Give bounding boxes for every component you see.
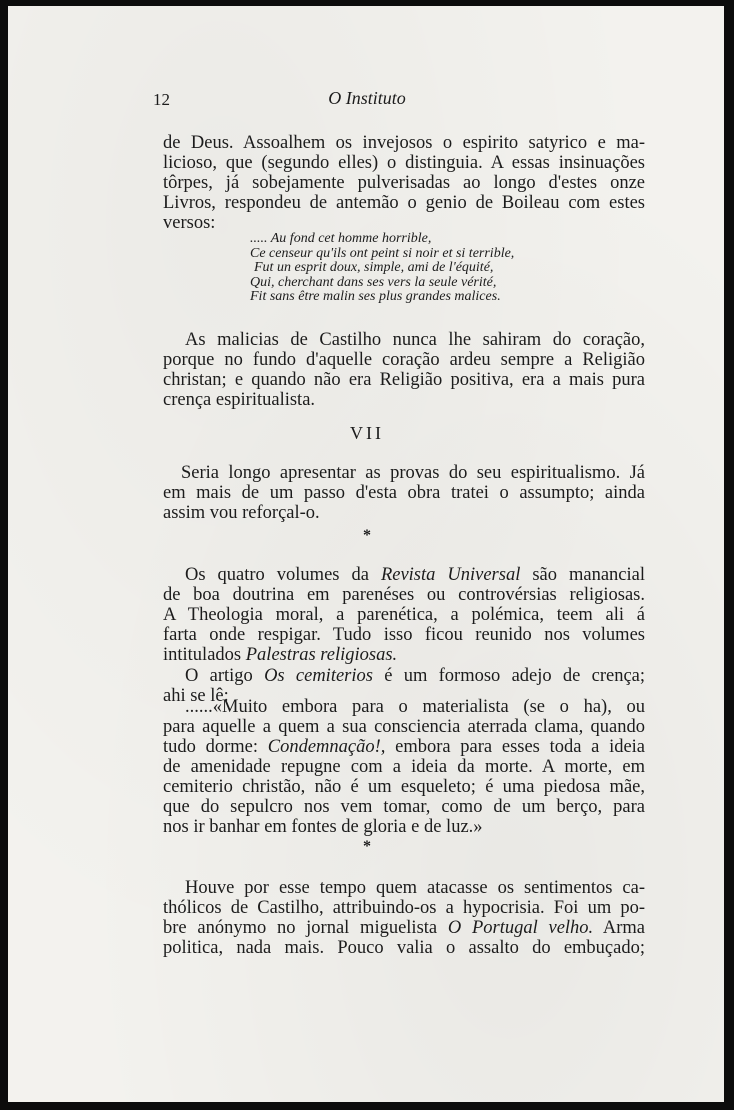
text-line: bre anónymo no jornal miguelista O Portugal velho. Arma xyxy=(163,918,646,938)
text-line: thólicos de Castilho, attribuindo-os a hypocrisia. Foi um po- xyxy=(163,898,645,918)
separator-asterisk: * xyxy=(363,838,371,855)
text-line: porque no fundo d'aquelle coração ardeu sempre a Religião xyxy=(163,350,645,370)
separator-asterisk: * xyxy=(363,527,371,544)
text-line: tudo dorme: Condemnação!, embora para esses toda a ideia xyxy=(163,737,646,757)
verse-line: Ce censeur qu'ils ont peint si noir et si terrible, xyxy=(250,245,515,261)
text-line: em mais de um passo d'esta obra tratei o assumpto; ainda xyxy=(163,483,645,503)
text-line: assim vou reforçal-o. xyxy=(163,503,320,523)
paragraph-2 xyxy=(163,330,645,410)
text-line: de amenidade repugne com a ideia da morte. A morte, em xyxy=(163,757,645,777)
text-line: para aquelle a quem a sua consciencia aterrada clama, quando xyxy=(163,717,645,737)
text-line: intitulados Palestras religiosas. xyxy=(163,645,398,665)
paragraph-6 xyxy=(163,878,645,958)
text-line: cemiterio christão, não é um esqueleto; é uma piedosa mãe, xyxy=(163,777,645,797)
text-line: A Theologia moral, a parenética, a polémica, teem ali á xyxy=(163,605,645,625)
page-number: 12 xyxy=(153,90,170,109)
text-line: Houve por esse tempo quem atacasse os sentimentos ca- xyxy=(185,878,645,898)
text-line: versos: xyxy=(163,213,216,233)
text-line: farta onde respigar. Tudo isso ficou reunido nos volumes xyxy=(163,625,645,645)
verse-quotation xyxy=(250,232,514,305)
text-line: nos ir banhar em fontes de gloria e de luz.» xyxy=(163,817,483,837)
text-line: ......«Muito embora para o materialista (se o ha), ou xyxy=(185,697,645,717)
text-line: Os quatro volumes da Revista Universal são manancial xyxy=(185,565,646,585)
text-line: tôrpes, já sobejamente pulverisadas ao longo d'estes onze xyxy=(163,173,645,193)
verse-line: ..... Au fond cet homme horrible, xyxy=(250,231,432,246)
paragraph-4 xyxy=(163,565,645,665)
verse-line: Qui, cherchant dans ses vers la seule vérité, xyxy=(250,274,497,290)
text-line: crença espiritualista. xyxy=(163,390,316,410)
quotation-paragraph xyxy=(163,697,645,837)
verse-line: Fit sans être malin ses plus grandes malices. xyxy=(250,289,501,304)
text-line: christan; e quando não era Religião positiva, era a mais pura xyxy=(163,370,645,390)
text-line: de Deus. Assoalhem os invejosos o espirito satyrico e ma- xyxy=(163,133,645,153)
section-heading: VII xyxy=(350,423,384,443)
text-line: Seria longo apresentar as provas do seu espiritualismo. Já xyxy=(181,463,645,483)
text-line: de boa doutrina em parenéses ou controvérsias religiosas. xyxy=(163,585,645,605)
text-line: O artigo Os cemiterios é um formoso adejo de crença; xyxy=(185,666,646,686)
text-line: ahi se lê: xyxy=(163,686,229,706)
running-title: O Instituto xyxy=(328,88,406,108)
text-line: licioso, que (segundo elles) o distinguia. A essas insinuações xyxy=(163,153,645,173)
verse-line: Fut un esprit doux, simple, ami de l'équité, xyxy=(254,260,494,275)
paragraph-3 xyxy=(163,463,645,523)
text-line: politica, nada mais. Pouco valia o assalto do embuçado; xyxy=(163,938,645,958)
text-line: Livros, respondeu de antemão o genio de Boileau com estes xyxy=(163,193,645,213)
text-line: As malicias de Castilho nunca lhe sahiram do coração, xyxy=(185,330,645,350)
text-line: que do sepulcro nos vem tomar, como de um berço, para xyxy=(163,797,645,817)
paragraph-1 xyxy=(163,133,645,233)
